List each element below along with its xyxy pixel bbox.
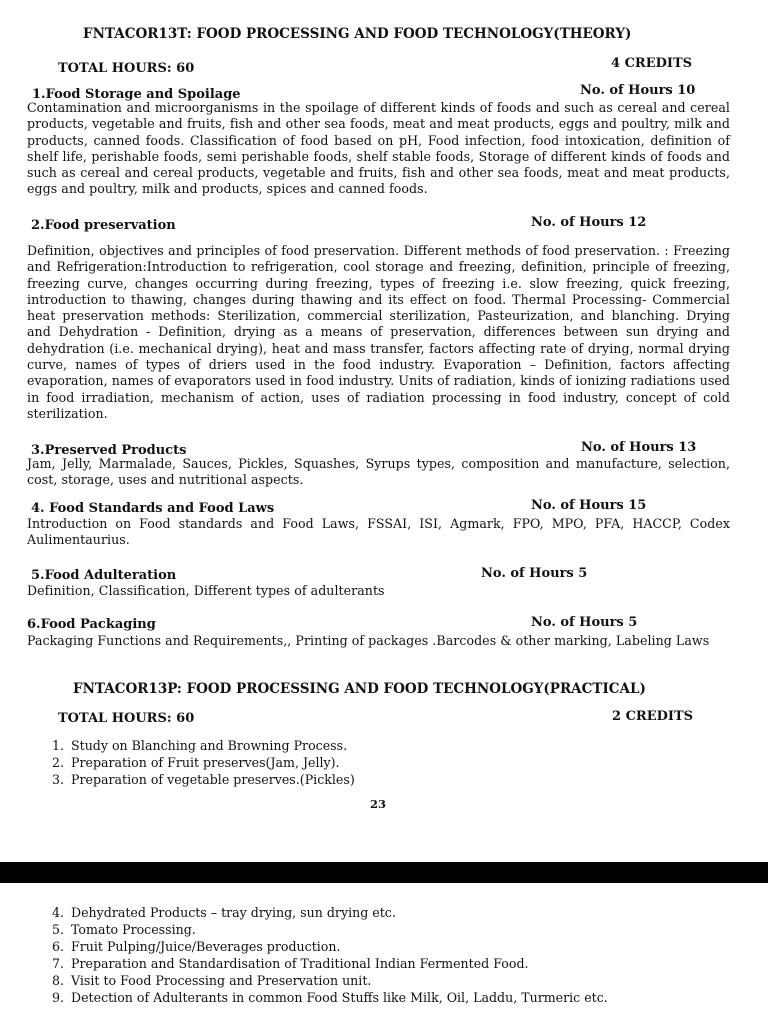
- unit-4-heading: 4. Food Standards and Food Laws: [31, 501, 275, 516]
- list-item: 1. Study on Blanching and Browning Process.: [51, 738, 348, 753]
- unit-3-hours: No. of Hours 13: [581, 440, 697, 455]
- unit-4-hours: No. of Hours 15: [531, 498, 647, 513]
- list-item: 6. Fruit Pulping/Juice/Beverages production.: [51, 939, 341, 954]
- unit-5-description: Definition, Classification, Different types of adulterants: [27, 583, 385, 598]
- unit-1-heading: 1.Food Storage and Spoilage: [32, 87, 241, 102]
- unit-1-description: Contamination and microorganisms in the spoilage of different kinds of foods and such as cereal and cereal products, vegetable and fruits, fish and other sea foods, meat and meat products, eggs and poultry, milk and products, canned foods. Classification of food based on pH, Food infection, food intoxication, definition of shelf life, perishable foods, semi perishable foods, shelf stable foods, Storage of different kinds of foods and such as cereal and cereal products, vegetable and fruits, fish and other sea foods, meat and meat products, eggs and poultry, milk and products, spices and canned foods.: [27, 100, 730, 197]
- theory-total-hours: TOTAL HOURS: 60: [58, 61, 195, 76]
- list-item: 7. Preparation and Standardisation of Traditional Indian Fermented Food.: [51, 956, 529, 971]
- list-item: 4. Dehydrated Products – tray drying, sun drying etc.: [51, 905, 396, 920]
- practical-credits: 2 CREDITS: [612, 709, 694, 724]
- unit-3-heading: 3.Preserved Products: [31, 443, 187, 458]
- practical-list-continued: [46, 904, 608, 1006]
- page-number: 23: [370, 797, 387, 811]
- unit-5-hours: No. of Hours 5: [481, 566, 588, 581]
- list-item: 5. Tomato Processing.: [51, 922, 196, 937]
- theory-credits: 4 CREDITS: [611, 56, 693, 71]
- list-item: 8. Visit to Food Processing and Preservation unit.: [51, 973, 372, 988]
- unit-5-heading: 5.Food Adulteration: [31, 568, 177, 583]
- unit-6-heading: 6.Food Packaging: [27, 617, 156, 632]
- unit-4-description: Introduction on Food standards and Food Laws, FSSAI, ISI, Agmark, FPO, MPO, PFA, HACCP, Codex Aulimentaurius.: [27, 516, 730, 548]
- unit-6-hours: No. of Hours 5: [531, 615, 638, 630]
- unit-1-hours: No. of Hours 10: [580, 83, 696, 98]
- list-item: 9. Detection of Adulterants in common Food Stuffs like Milk, Oil, Laddu, Turmeric etc.: [51, 990, 608, 1005]
- theory-course-title: FNTACOR13T: FOOD PROCESSING AND FOOD TECHNOLOGY(THEORY): [83, 26, 632, 42]
- unit-3-description: Jam, Jelly, Marmalade, Sauces, Pickles, Squashes, Syrups types, composition and manufacture, selection, cost, storage, uses and nutritional aspects.: [27, 456, 730, 488]
- practical-course-title: FNTACOR13P: FOOD PROCESSING AND FOOD TECHNOLOGY(PRACTICAL): [73, 681, 646, 697]
- unit-2-hours: No. of Hours 12: [531, 215, 647, 230]
- list-item: 3. Preparation of vegetable preserves.(Pickles): [51, 772, 355, 787]
- page-divider: [0, 862, 768, 883]
- unit-2-heading: 2.Food preservation: [31, 218, 176, 233]
- practical-list: [46, 737, 355, 788]
- practical-total-hours: TOTAL HOURS: 60: [58, 711, 195, 726]
- syllabus-page-continued: [0, 883, 768, 1024]
- list-item: 2. Preparation of Fruit preserves(Jam, Jelly).: [51, 755, 340, 770]
- unit-2-description: Definition, objectives and principles of food preservation. Different methods of food preservation. : Freezing and Refrigeration:Introduction to refrigeration, cool storage and freezing, definition, principle of freezing, freezing curve, changes occurring during freezing, types of freezing i.e. slow freezing, quick freezing, introduction to thawing, changes during thawing and its effect on food. Thermal Processing- Commercial heat preservation methods: Sterilization, commercial sterilization, Pasteurization, and blanching. Drying and Dehydration - Definition, drying as a means of preservation, differences between sun drying and dehydration (i.e. mechanical drying), heat and mass transfer, factors affecting rate of drying, normal drying curve, names of types of driers used in the food industry. Evaporation – Definition, factors affecting evaporation, names of evaporators used in food industry. Units of radiation, kinds of ionizing radiations used in food irradiation, mechanism of action, uses of radiation processing in food industry, concept of cold sterilization.: [27, 243, 730, 421]
- unit-6-description: Packaging Functions and Requirements,, Printing of packages .Barcodes & other marking, Labeling Laws: [27, 633, 710, 648]
